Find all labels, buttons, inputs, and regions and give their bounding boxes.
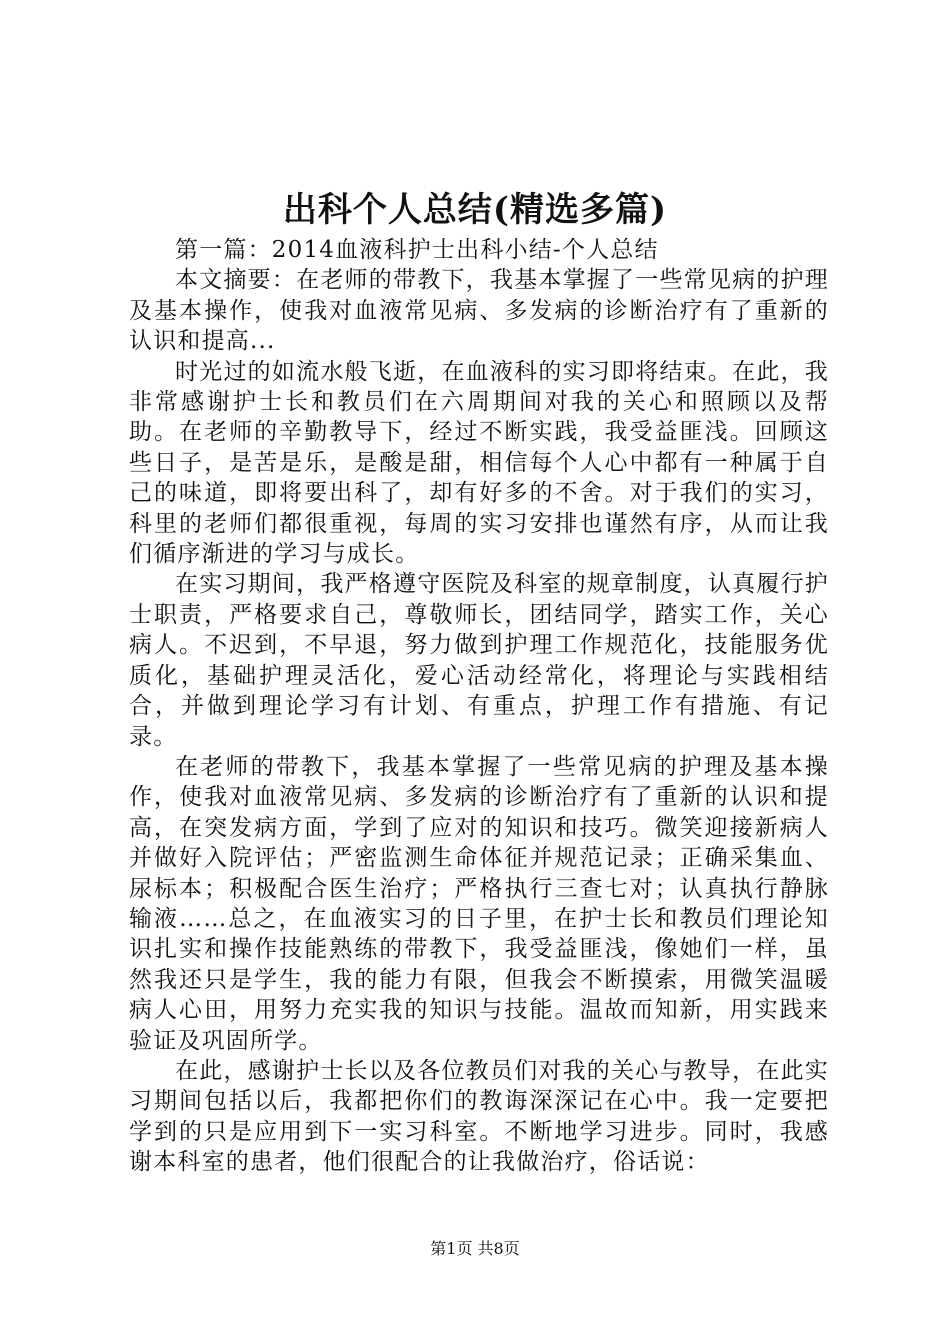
- document-title: 出科个人总结(精选多篇): [282, 190, 668, 230]
- page-footer: 第1页 共8页: [430, 1239, 520, 1258]
- body-paragraph: 在老师的带教下，我基本掌握了一些常见病的护理及基本操作，使我对血液常见病、多发病的诊断治疗有了重新的认识和提高，在突发病方面，学到了应对的知识和技巧。微笑迎接新病人并做好入院评估；严密监测生命体征并规范记录；正确采集血、尿标本；积极配合医生治疗；严格执行三查七对；认真执行静脉输液……总之，在血液实习的日子里，在护士长和教员们理论知识扎实和操作技能熟练的带教下，我受益匪浅，像她们一样，虽然我还只是学生，我的能力有限，但我会不断摸索，用微笑温暖病人心田，用努力充实我的知识与技能。温故而知新，用实践来验证及巩固所学。: [129, 753, 829, 1054]
- abstract-paragraph: 本文摘要：在老师的带教下，我基本掌握了一些常见病的护理及基本操作，使我对血液常见病、多发病的诊断治疗有了重新的认识和提高...: [129, 267, 829, 355]
- document-body: [129, 235, 829, 1178]
- body-paragraph: 在实习期间，我严格遵守医院及科室的规章制度，认真履行护士职责，严格要求自己，尊敬师长，团结同学，踏实工作，关心病人。不迟到，不早退，努力做到护理工作规范化，技能服务优质化，基础护理灵活化，爱心活动经常化，将理论与实践相结合，并做到理论学习有计划、有重点，护理工作有措施、有记录。: [129, 571, 829, 750]
- section-heading: 第一篇：2014血液科护士出科小结-个人总结: [175, 237, 659, 263]
- body-paragraph: 在此，感谢护士长以及各位教员们对我的关心与教导，在此实习期间包括以后，我都把你们的教诲深深记在心中。我一定要把学到的只是应用到下一实习科室。不断地学习进步。同时，我感谢本科室的患者，他们很配合的让我做治疗，俗话说：: [129, 1057, 829, 1176]
- body-paragraph: 时光过的如流水般飞逝，在血液科的实习即将结束。在此，我非常感谢护士长和教员们在六周期间对我的关心和照顾以及帮助。在老师的辛勤教导下，经过不断实践，我受益匪浅。回顾这些日子，是苦是乐，是酸是甜，相信每个人心中都有一种属于自己的味道，即将要出科了，却有好多的不舍。对于我们的实习，科里的老师们都很重视，每周的实习安排也谨然有序，从而让我们循序渐进的学习与成长。: [129, 358, 829, 568]
